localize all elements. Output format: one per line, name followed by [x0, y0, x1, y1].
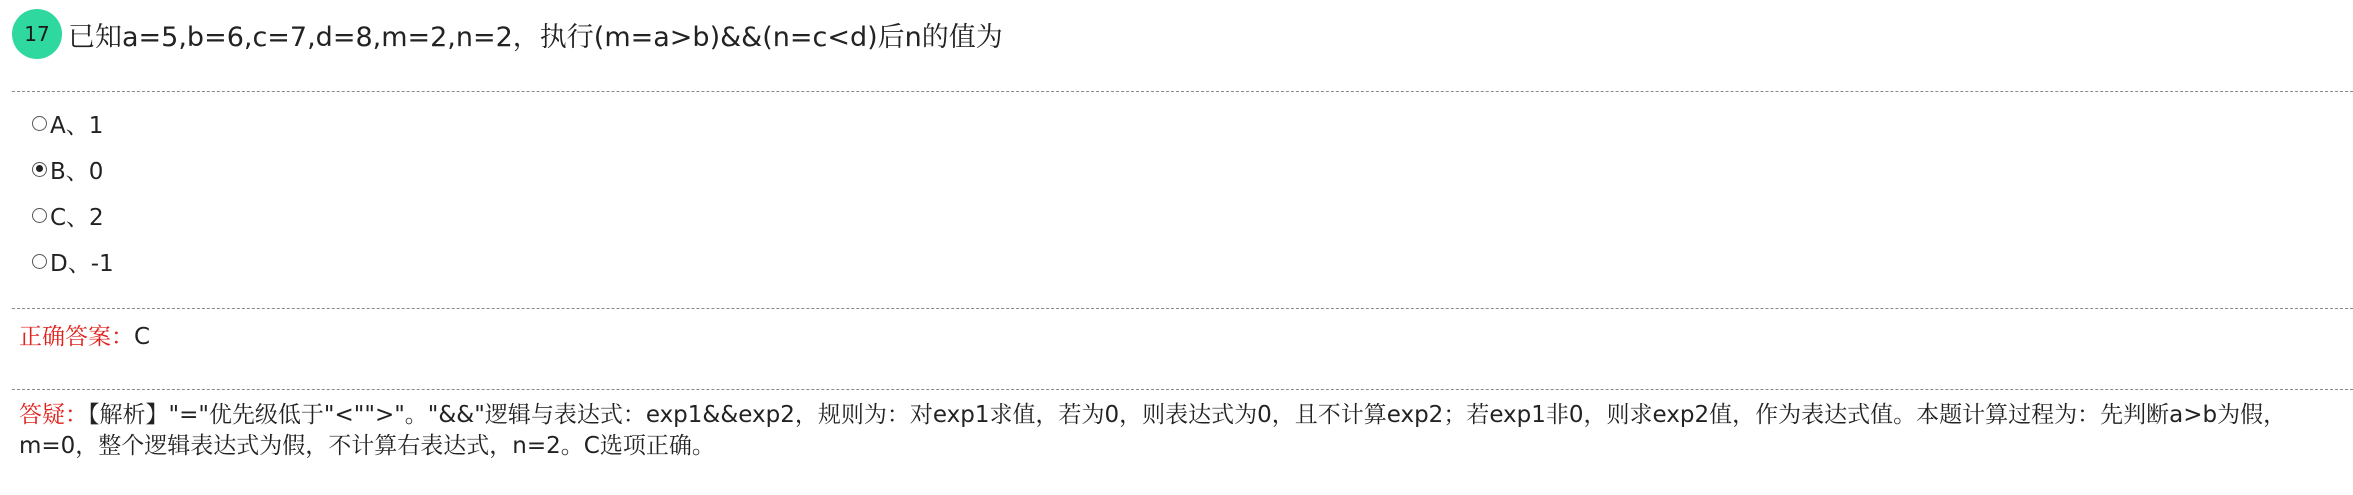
divider: [12, 91, 2353, 92]
option-label: B、0: [50, 158, 104, 185]
option-a[interactable]: [32, 100, 114, 146]
option-c[interactable]: [32, 192, 114, 238]
correct-answer-value: C: [134, 324, 151, 350]
radio-button[interactable]: [32, 116, 47, 131]
options-list: [32, 100, 114, 284]
analysis-label: 答疑：: [19, 402, 88, 428]
option-d[interactable]: [32, 238, 114, 284]
question-header: [12, 6, 2341, 62]
question-text: 已知a=5,b=6,c=7,d=8,m=2,n=2，执行(m=a>b)&&(n=c<d)后n的值为: [68, 21, 1003, 53]
divider: [12, 389, 2353, 390]
analysis-text: 【解析】"="优先级低于"<"">"。"&&"逻辑与表达式：exp1&&exp2，规则为：对exp1求值，若为0，则表达式为0，且不计算exp2；若exp1非0，则求exp2值，作为表达式值。本题计算过程为：先判断a>b为假，m=0，整个逻辑表达式为假，不计算右表达式，n=2。C选项正确。: [19, 402, 2287, 459]
radio-button[interactable]: [32, 162, 47, 177]
correct-answer-label: 正确答案：: [19, 324, 134, 350]
radio-button[interactable]: [32, 254, 47, 269]
question-number-badge: 17: [12, 9, 62, 59]
analysis-section: [19, 400, 2339, 462]
radio-button[interactable]: [32, 208, 47, 223]
option-b[interactable]: [32, 146, 114, 192]
option-label: C、2: [50, 204, 104, 231]
correct-answer: [19, 318, 150, 351]
divider: [12, 308, 2353, 309]
option-label: D、-1: [50, 250, 114, 277]
option-label: A、1: [50, 112, 104, 139]
